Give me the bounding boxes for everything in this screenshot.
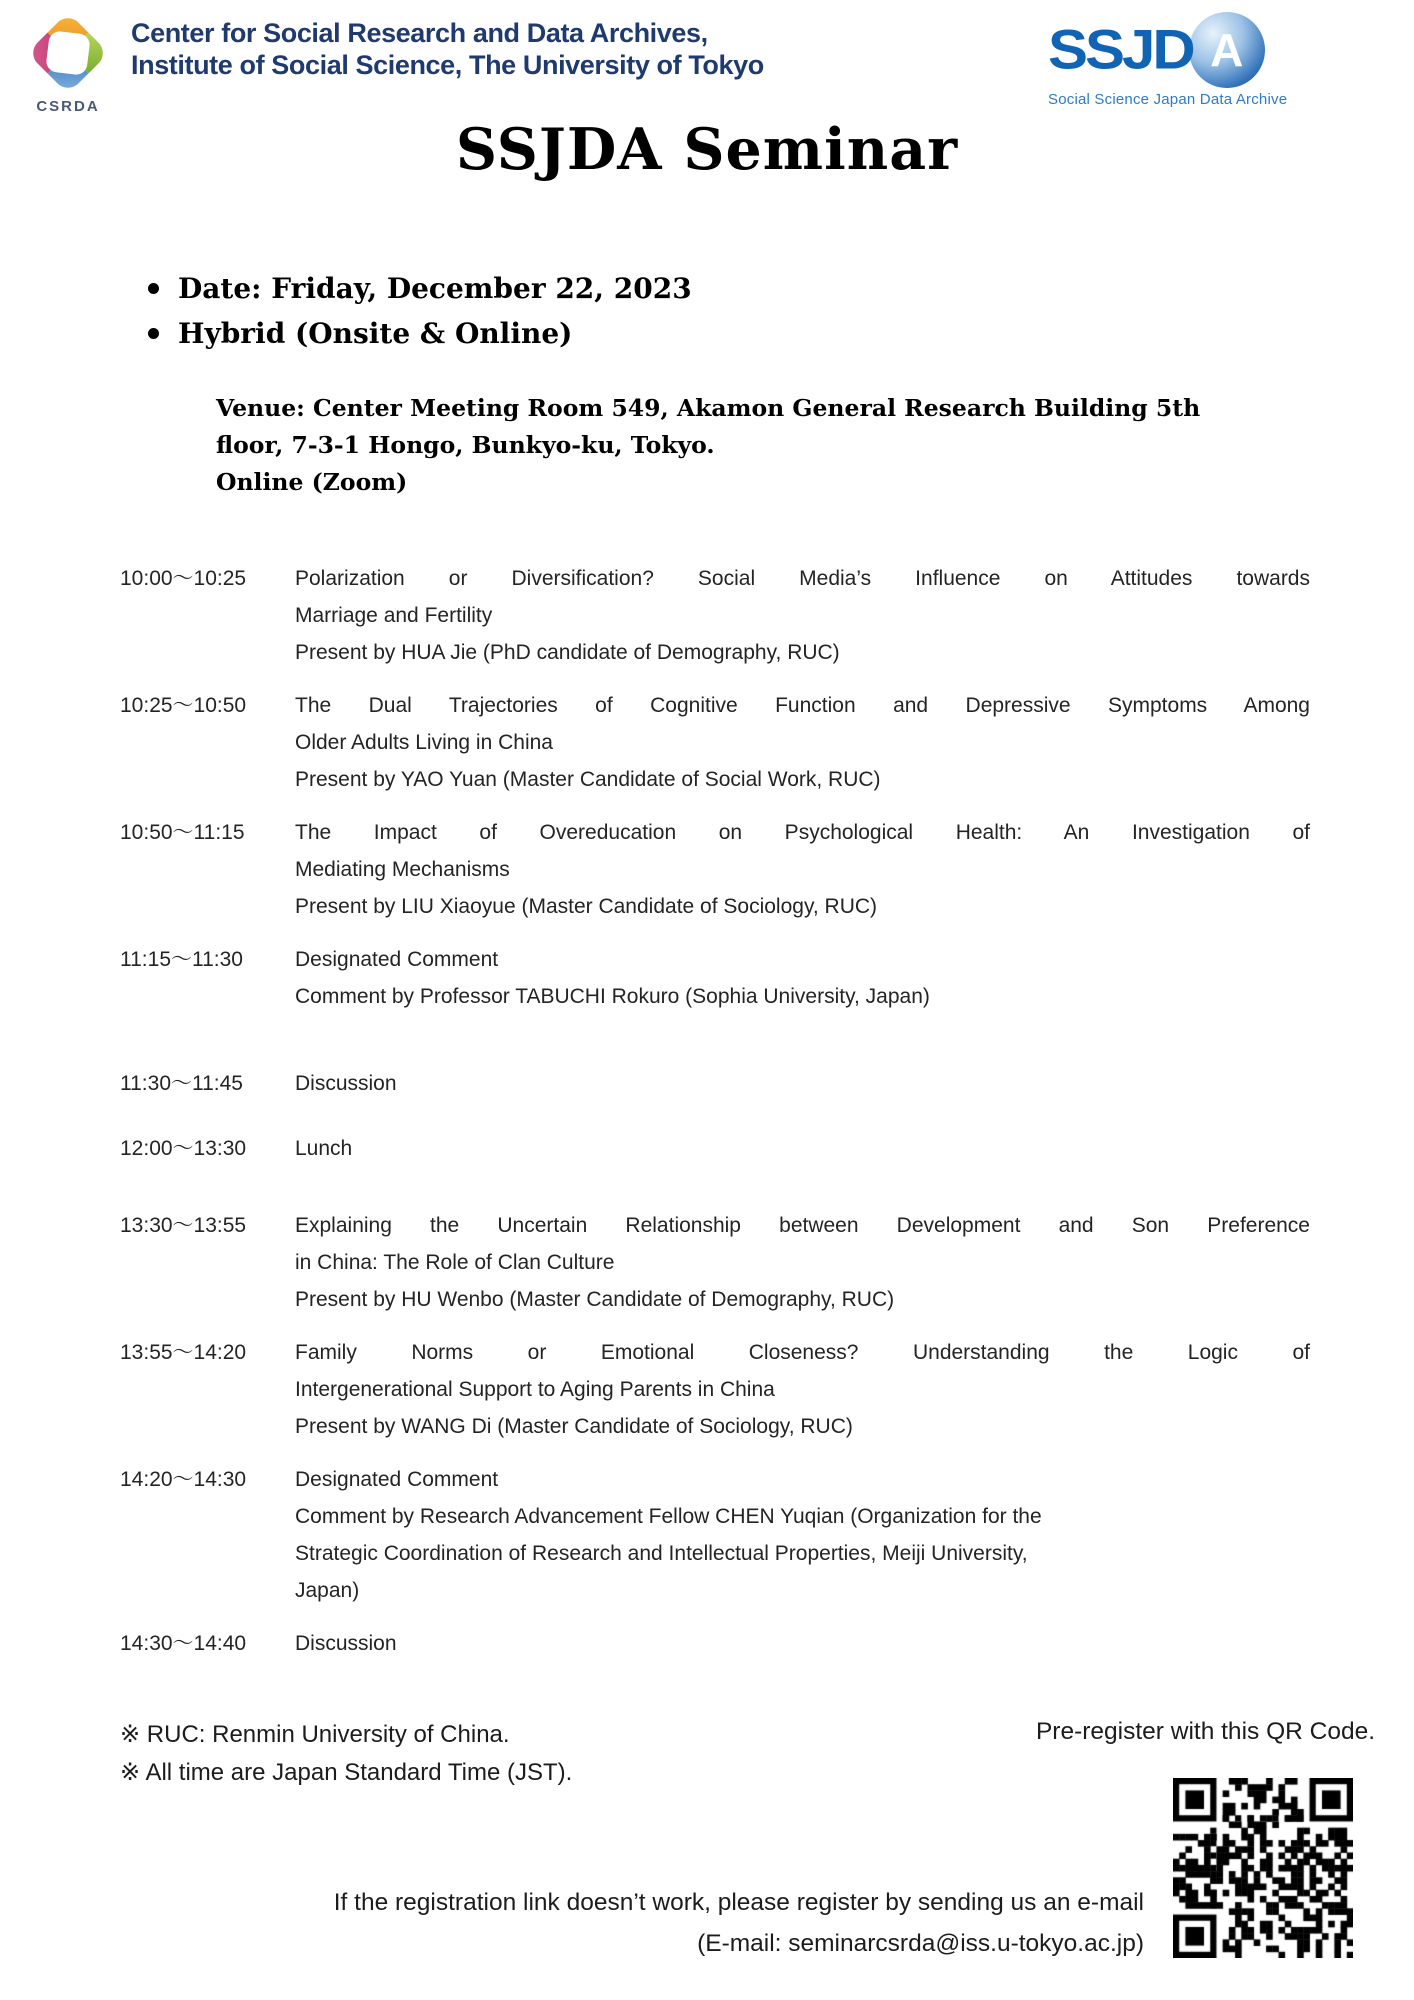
venue-line1: Venue: Center Meeting Room 549, Akamon General Research Building 5th (216, 394, 1201, 422)
session-title-line: Discussion (295, 1072, 397, 1095)
institution-name-line1: Center for Social Research and Data Archives, (131, 18, 708, 48)
qr-caption: Pre-register with this QR Code. (1035, 1718, 1375, 1745)
venue-line3: Online (Zoom) (216, 468, 408, 496)
session-title-line: The Dual Trajectories of Cognitive Function and Depressive Symptoms Among (295, 694, 1310, 717)
schedule-description (295, 1334, 1310, 1445)
schedule-row (120, 1334, 1310, 1445)
venue-block (216, 390, 1200, 501)
schedule-row (120, 1461, 1310, 1609)
bullet-format (148, 311, 692, 356)
session-title-line: Explaining the Uncertain Relationship between Development and Son Preference (295, 1214, 1310, 1237)
registration-line2: (E-mail: seminarcsrda@iss.u-tokyo.ac.jp) (697, 1930, 1144, 1957)
registration-note (120, 1882, 1144, 1964)
schedule-row (120, 1130, 1310, 1167)
session-presenter-line: Present by HUA Jie (PhD candidate of Demography, RUC) (295, 641, 840, 664)
schedule-time: 10:00〜10:25 (120, 567, 247, 590)
venue-line2: floor, 7-3-1 Hongo, Bunkyo-ku, Tokyo. (216, 431, 715, 459)
bullet-date (148, 266, 692, 311)
session-title-line: Lunch (295, 1137, 353, 1160)
institution-name (131, 17, 764, 81)
session-title-line: Designated Comment (295, 1468, 499, 1491)
session-presenter-line: Present by WANG Di (Master Candidate of Sociology, RUC) (295, 1415, 853, 1438)
schedule-time: 14:30〜14:40 (120, 1632, 247, 1655)
schedule (120, 560, 1310, 1662)
session-title-line: in China: The Role of Clan Culture (295, 1251, 615, 1274)
schedule-row (120, 1625, 1310, 1662)
schedule-row (120, 560, 1310, 671)
ssjda-a-globe-icon (1189, 12, 1265, 88)
ssjda-wordmark-row (1048, 12, 1316, 88)
page-title: SSJDA Seminar (455, 116, 959, 183)
session-title-line: Discussion (295, 1632, 397, 1655)
schedule-time: 11:15〜11:30 (120, 948, 243, 971)
schedule-time: 11:30〜11:45 (120, 1072, 243, 1095)
event-bullets (148, 266, 692, 356)
session-presenter-line: Present by YAO Yuan (Master Candidate of Social Work, RUC) (295, 768, 881, 791)
csrda-diamond-icon (27, 12, 109, 94)
schedule-description (295, 687, 1310, 798)
session-title-line: Designated Comment (295, 948, 499, 971)
session-presenter-line: Japan) (295, 1579, 360, 1602)
schedule-time: 10:25〜10:50 (120, 694, 247, 717)
session-presenter-line: Strategic Coordination of Research and Intellectual Properties, Meiji University, (295, 1542, 1028, 1565)
schedule-row (120, 814, 1310, 925)
schedule-description (295, 941, 1310, 1015)
bullet-icon (148, 328, 159, 339)
ssjda-logo (1048, 12, 1316, 108)
schedule-time: 14:20〜14:30 (120, 1468, 247, 1491)
session-presenter-line: Present by HU Wenbo (Master Candidate of Demography, RUC) (295, 1288, 895, 1311)
schedule-row (120, 941, 1310, 1015)
footnotes (120, 1716, 572, 1792)
schedule-time: 13:30〜13:55 (120, 1214, 247, 1237)
ssjda-wordmark: SSJD (1048, 18, 1193, 81)
diamond-center (45, 30, 91, 76)
bullet-date-text: Date: Friday, December 22, 2023 (178, 272, 692, 305)
footnote-ruc: ※ RUC: Renmin University of China. (120, 1721, 510, 1748)
bullet-icon (148, 283, 159, 294)
bullet-format-text: Hybrid (Onsite & Online) (178, 317, 573, 350)
schedule-time: 12:00〜13:30 (120, 1137, 247, 1160)
session-title-line: Mediating Mechanisms (295, 858, 510, 881)
session-title-line: Polarization or Diversification? Social Media’s Influence on Attitudes towards (295, 567, 1310, 590)
schedule-description (295, 814, 1310, 925)
footnote-jst: ※ All time are Japan Standard Time (JST). (120, 1759, 573, 1786)
schedule-description (295, 1207, 1310, 1318)
schedule-row (120, 1207, 1310, 1318)
schedule-description (295, 1625, 1310, 1662)
session-title-line: The Impact of Overeducation on Psychological Health: An Investigation of (295, 821, 1310, 844)
session-presenter-line: Comment by Professor TABUCHI Rokuro (Sophia University, Japan) (295, 985, 930, 1008)
schedule-description (295, 560, 1310, 671)
schedule-time: 10:50〜11:15 (120, 821, 245, 844)
ssjda-a-letter: A (1210, 24, 1244, 76)
schedule-description (295, 1130, 1310, 1167)
session-presenter-line: Comment by Research Advancement Fellow CHEN Yuqian (Organization for the (295, 1505, 1042, 1528)
schedule-row (120, 1065, 1310, 1102)
institution-name-line2: Institute of Social Science, The University of Tokyo (131, 50, 764, 80)
schedule-row (120, 687, 1310, 798)
qr-code (1173, 1778, 1353, 1958)
csrda-acronym: CSRDA (36, 98, 100, 115)
schedule-time: 13:55〜14:20 (120, 1341, 247, 1364)
ssjda-subtitle: Social Science Japan Data Archive (1048, 91, 1288, 108)
session-title-line: Intergenerational Support to Aging Parents in China (295, 1378, 775, 1401)
session-presenter-line: Present by LIU Xiaoyue (Master Candidate of Sociology, RUC) (295, 895, 878, 918)
session-title-line: Older Adults Living in China (295, 731, 553, 754)
schedule-description (295, 1461, 1310, 1609)
session-title-line: Marriage and Fertility (295, 604, 493, 627)
csrda-logo (16, 8, 120, 115)
session-title-line: Family Norms or Emotional Closeness? Understanding the Logic of (295, 1341, 1310, 1364)
csrda-logo-mark (16, 8, 120, 100)
schedule-description (295, 1065, 1310, 1102)
registration-line1: If the registration link doesn’t work, please register by sending us an e-mail (333, 1889, 1144, 1916)
